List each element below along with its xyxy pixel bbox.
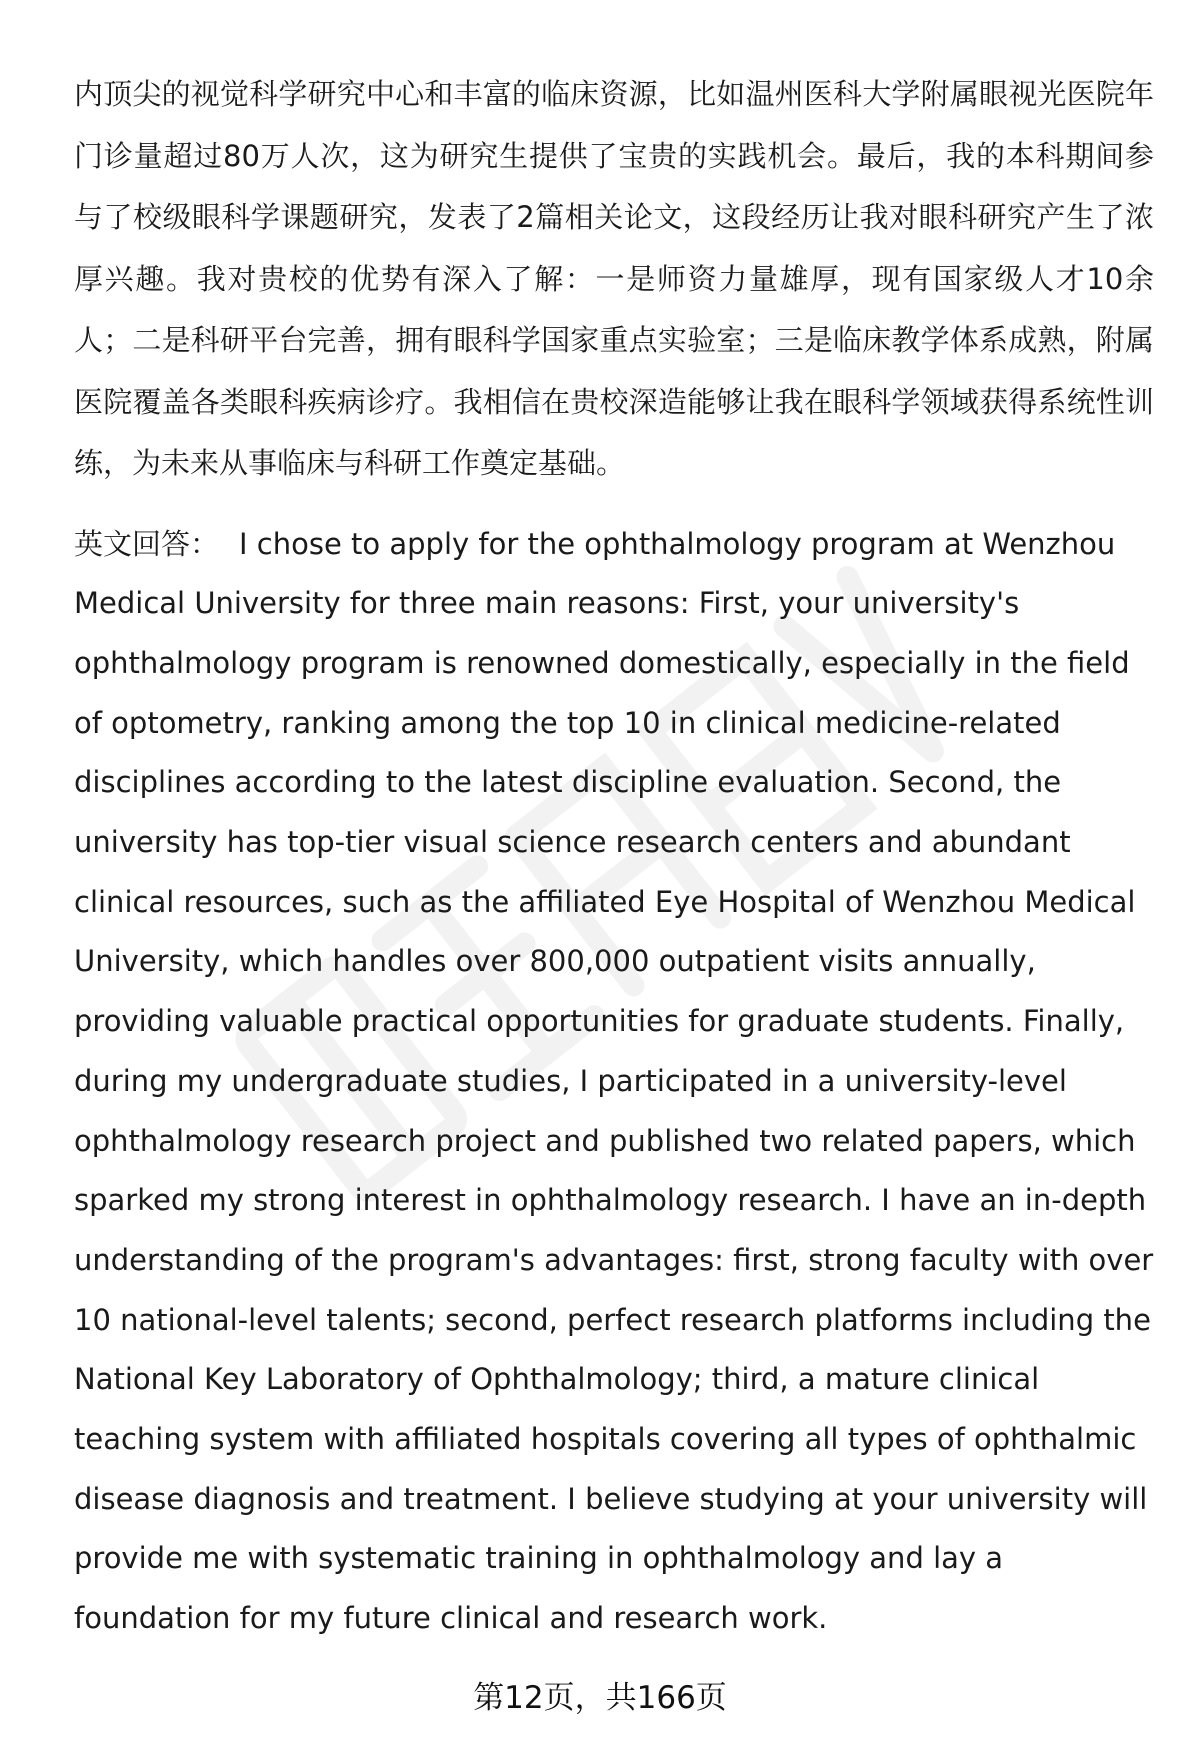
page-number-footer: 第12页，共166页 xyxy=(473,1680,727,1716)
english-answer-paragraph xyxy=(74,515,1154,1649)
chinese-answer-paragraph: 内顶尖的视觉科学研究中心和丰富的临床资源，比如温州医科大学附属眼视光医院年门诊量超过80万人次，这为研究生提供了宝贵的实践机会。最后，我的本科期间参与了校级眼科学课题研究，发表了2篇相关论文，这段经历让我对眼科研究产生了浓厚兴趣。我对贵校的优势有深入了解：一是师资力量雄厚，现有国家级人才10余人；二是科研平台完善，拥有眼科学国家重点实验室；三是临床教学体系成熟，附属医院覆盖各类眼科疾病诊疗。我相信在贵校深造能够让我在眼科学领域获得系统性训练，为未来从事临床与科研工作奠定基础。 xyxy=(74,77,1154,480)
document-body xyxy=(74,64,1154,1649)
english-answer-text: I chose to apply for the ophthalmology program at Wenzhou Medical University for three main reasons: First, your university's ophthalmology program is renowned domestically, especially in the field of optometry, ranking among the top 10 in clinical medicine-related disciplines according to the latest discipline evaluation. Second, the university has top-tier visual science research centers and abundant clinical resources, such as the affiliated Eye Hospital of Wenzhou Medical University, which handles over 800,000 outpatient visits annually, providing valuable practical opportunities for graduate students. Finally, during my undergraduate studies, I participated in a university-level ophthalmology research project and published two related papers, which sparked my strong interest in ophthalmology research. I have an in-depth understanding of the program's advantages: first, strong faculty with over 10 national-level talents; second, perfect research platforms including the National Key Laboratory of Ophthalmology; third, a mature clinical teaching system with affiliated hospitals covering all types of ophthalmic disease diagnosis and treatment. I believe studying at your university will provide me with systematic training in ophthalmology and lay a foundation for my future clinical and research work. xyxy=(74,526,1154,1636)
english-answer-label: 英文回答： xyxy=(74,526,220,561)
